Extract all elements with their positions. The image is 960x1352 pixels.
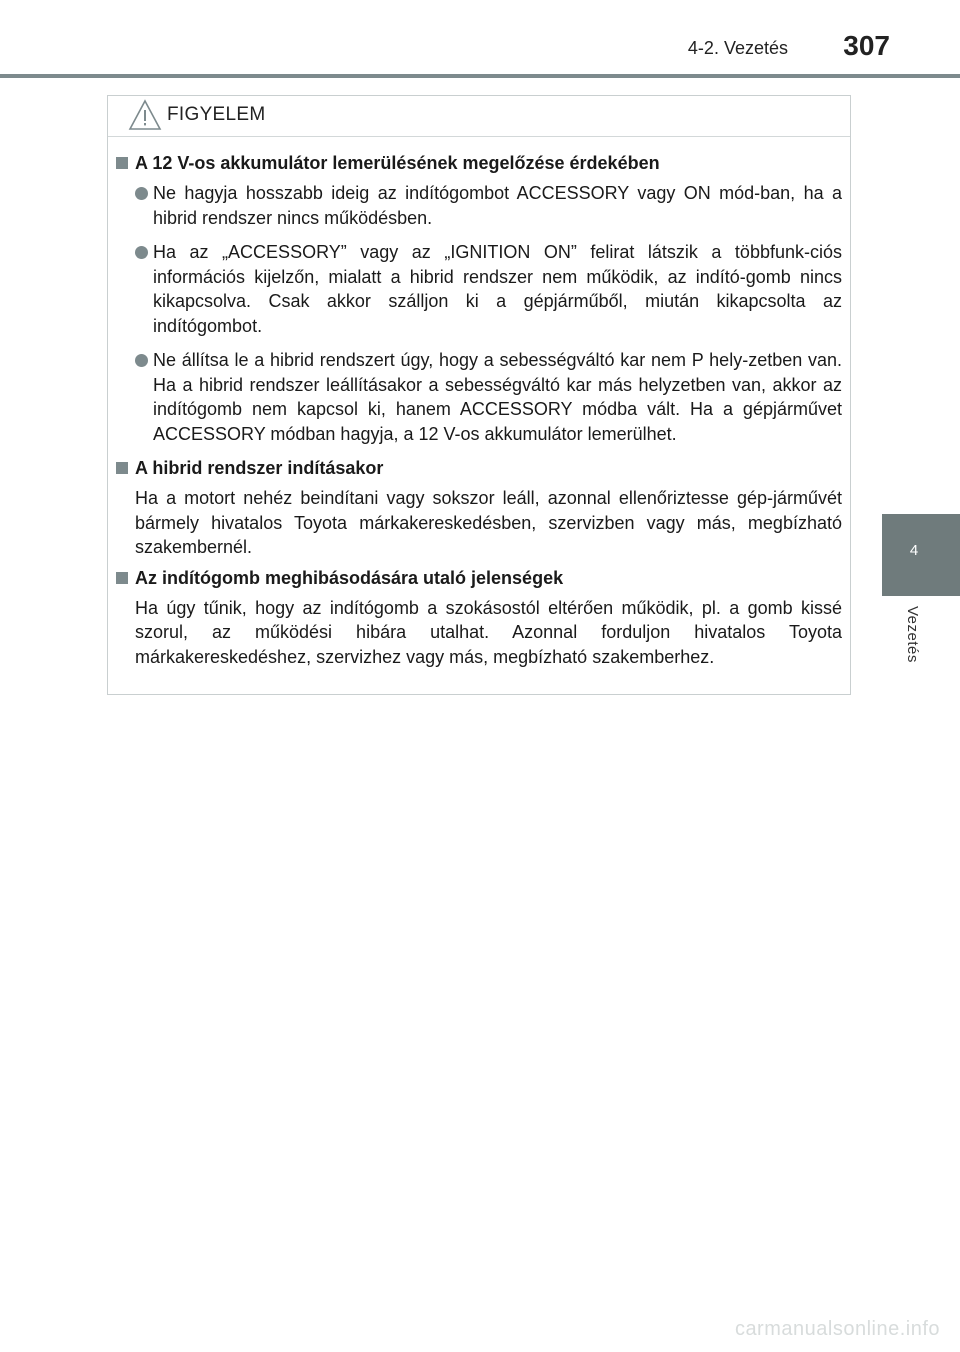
section-paragraph: Ha a motort nehéz beindítani vagy sokszor leáll, azonnal ellenőriztesse gép-járművét bármely hivatalos Toyota márkakereskedésben, szervizben vagy más, megbízható szakembernél. <box>135 488 842 557</box>
warning-triangle-icon <box>128 99 162 131</box>
list-item <box>116 181 842 230</box>
warning-header <box>108 96 850 137</box>
section-heading-text: A hibrid rendszer indításakor <box>135 458 384 478</box>
square-bullet-icon <box>116 572 128 584</box>
section-heading-battery <box>116 151 842 175</box>
round-bullet-icon <box>135 187 148 200</box>
watermark: carmanualsonline.info <box>734 1318 940 1340</box>
page-number: 307 <box>843 30 890 61</box>
section-title: 4-2. Vezetés <box>687 38 788 58</box>
list-item-text: Ne állítsa le a hibrid rendszert úgy, hogy a sebességváltó kar nem P hely-zetben van. Ha a hibrid rendszer leállításakor a sebességváltó kar más helyzetben van, akkor az indítógomb nem kapcsol ki, hanem ACCESSORY módba vált. Ha a gépjárművet ACCESSORY módban hagyja, a 12 V-os akkumulátor lemerülhet. <box>153 350 842 444</box>
square-bullet-icon <box>116 157 128 169</box>
chapter-tab <box>882 514 960 596</box>
list-item <box>116 240 842 338</box>
header-rule <box>0 74 960 78</box>
warning-content <box>116 151 842 675</box>
chapter-label <box>893 606 933 686</box>
section-heading-malfunction <box>116 566 842 590</box>
warning-box <box>107 95 851 695</box>
warning-title: FIGYELEM <box>167 104 266 125</box>
round-bullet-icon <box>135 354 148 367</box>
list-item-text: Ha az „ACCESSORY” vagy az „IGNITION ON” felirat látszik a többfunk-ciós információs kijelzőn, mialatt a hibrid rendszer nem működik, az indító-gomb nincs kikapcsolva. Csak akkor szálljon ki a gépjárműből, miután kikapcsolta az indítógombot. <box>153 242 842 336</box>
section-heading-start <box>116 456 842 480</box>
section-heading-text: Az indítógomb meghibásodására utaló jelenségek <box>135 567 564 588</box>
section-heading-text: A 12 V-os akkumulátor lemerülésének megelőzése érdekében <box>135 153 660 173</box>
chapter-label-text: Vezetés <box>904 606 921 663</box>
round-bullet-icon <box>135 246 148 259</box>
list-item <box>116 348 842 446</box>
section-paragraph: Ha úgy tűnik, hogy az indítógomb a szokásostól eltérően működik, pl. a gomb kissé szorul, az működési hibára utalhat. Azonnal forduljon hivatalos Toyota márkakereskedéshez, szervizhez vagy más, megbízható szakemberhez. <box>135 597 842 667</box>
square-bullet-icon <box>116 462 128 474</box>
list-item-text: Ne hagyja hosszabb ideig az indítógombot ACCESSORY vagy ON mód-ban, ha a hibrid rendszer nincs működésben. <box>153 183 842 228</box>
chapter-number: 4 <box>909 542 919 559</box>
